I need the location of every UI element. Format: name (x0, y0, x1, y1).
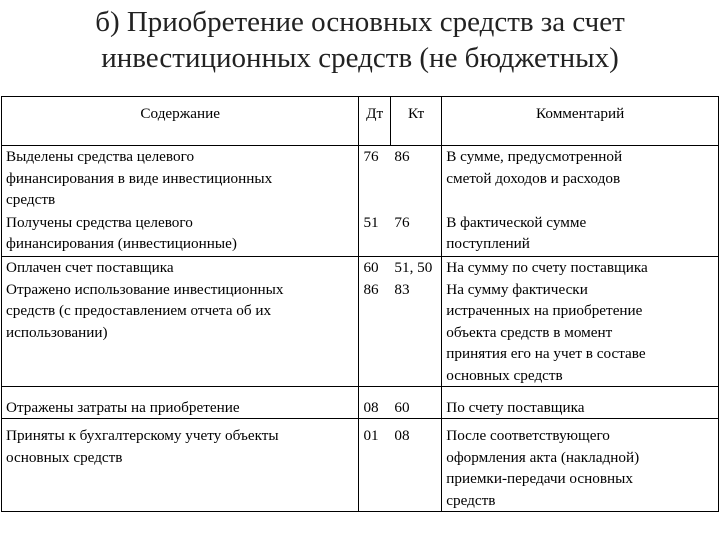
row-content: Получены средства целевого финансирования (инвестиционные) (2, 212, 359, 257)
row-content: Отражено использование инвестиционных средств (с предоставлением отчета об их использовании) (2, 279, 359, 387)
row-credit: 83 (390, 279, 441, 387)
row-debit: 86 (359, 279, 390, 387)
row-comment: В сумме, предусмотренной сметой доходов и расходов (442, 146, 719, 212)
row-debit: 76 (359, 146, 390, 212)
row-comment: В фактической сумме поступлений (442, 212, 719, 257)
table-row (2, 387, 719, 419)
row-credit: 08 (390, 419, 441, 512)
row-comment: После соответствующего оформления акта (накладной) приемки-передачи основных средств (442, 419, 719, 512)
table-row (2, 279, 719, 387)
table-row (2, 146, 719, 212)
table-row (2, 212, 719, 257)
row-comment: На сумму по счету поставщика (442, 257, 719, 279)
row-credit: 86 (390, 146, 441, 212)
table-header-row (2, 97, 719, 146)
row-comment: На сумму фактически истраченных на приобретение объекта средств в момент принятия его на учет в составе основных средств (442, 279, 719, 387)
table-row (2, 257, 719, 279)
title-line-1: б) Приобретение основных средств за счет (95, 6, 625, 38)
row-content: Приняты к бухгалтерскому учету объекты основных средств (2, 419, 359, 512)
table-row (2, 419, 719, 512)
header-credit: Кт (390, 97, 441, 146)
row-content: Оплачен счет поставщика (2, 257, 359, 279)
accounting-entries-table (1, 96, 719, 512)
header-content: Содержание (2, 97, 359, 146)
slide-title (0, 4, 720, 76)
row-comment: По счету поставщика (442, 387, 719, 419)
row-debit: 51 (359, 212, 390, 257)
row-debit: 01 (359, 419, 390, 512)
row-credit: 51, 50 (390, 257, 441, 279)
header-comment: Комментарий (442, 97, 719, 146)
title-line-2: инвестиционных средств (не бюджетных) (101, 42, 619, 74)
row-credit: 60 (390, 387, 441, 419)
row-credit: 76 (390, 212, 441, 257)
header-debit: Дт (359, 97, 390, 146)
row-debit: 60 (359, 257, 390, 279)
row-debit: 08 (359, 387, 390, 419)
row-content: Выделены средства целевого финансирования в виде инвестиционных средств (2, 146, 359, 212)
row-content: Отражены затраты на приобретение (2, 387, 359, 419)
